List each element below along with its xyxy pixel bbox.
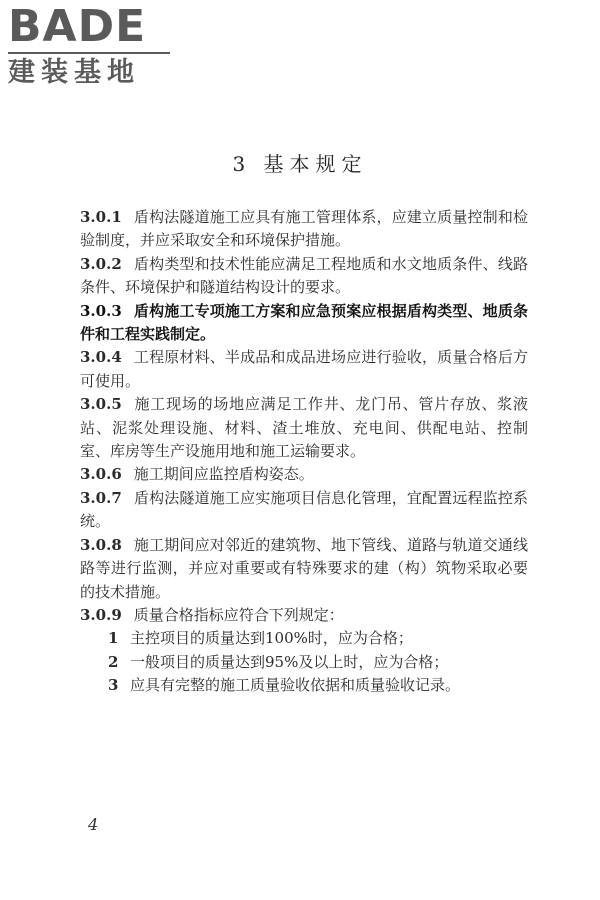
list-item-text: 一般项目的质量达到95%及以上时，应为合格； bbox=[130, 652, 449, 671]
list-item-text: 主控项目的质量达到100%时，应为合格； bbox=[130, 629, 413, 648]
list-item bbox=[80, 674, 528, 697]
clause-text: 盾构类型和技术性能应满足工程地质和水文地质条件、线路条件、环境保护和隧道结构设计的要求。 bbox=[80, 254, 528, 297]
clause-text: 工程原材料、半成品和成品进场应进行验收，质量合格后方可使用。 bbox=[80, 348, 528, 390]
logo-subtitle: 建装基地 bbox=[8, 57, 140, 88]
clause-3-0-3 bbox=[80, 300, 528, 347]
clause-text: 质量合格指标应符合下列规定： bbox=[133, 605, 344, 624]
list-item-number: 3 bbox=[108, 676, 119, 695]
list-item-number: 1 bbox=[108, 629, 119, 648]
list-item bbox=[80, 651, 528, 674]
clause-text: 施工期间应监控盾构姿态。 bbox=[133, 465, 314, 484]
chapter-title: 3 基本规定 bbox=[232, 152, 368, 176]
clause-number: 3.0.5 bbox=[80, 395, 122, 414]
clause-number: 3.0.6 bbox=[80, 465, 122, 484]
clause-3-0-4 bbox=[80, 346, 528, 393]
clause-3-0-6 bbox=[80, 463, 528, 486]
list-item-number: 2 bbox=[108, 652, 119, 671]
clause-number: 3.0.3 bbox=[80, 301, 122, 320]
clause-3-0-2 bbox=[80, 253, 528, 300]
page-number: 4 bbox=[88, 815, 99, 834]
clause-number: 3.0.8 bbox=[80, 535, 122, 554]
clause-3-0-8 bbox=[80, 534, 528, 604]
clause-3-0-9 bbox=[80, 604, 528, 627]
clause-number: 3.0.7 bbox=[80, 488, 122, 507]
clause-text: 施工期间应对邻近的建筑物、地下管线、道路与轨道交通线路等进行监测，并应对重要或有特殊要求的建（构）筑物采取必要的技术措施。 bbox=[80, 535, 528, 601]
clause-number: 3.0.2 bbox=[80, 254, 122, 273]
clause-text: 盾构法隧道施工应实施项目信息化管理，宜配置远程监控系统。 bbox=[80, 488, 528, 531]
document-body bbox=[80, 206, 528, 698]
clause-3-0-1 bbox=[80, 206, 528, 253]
logo-wordmark: BADE bbox=[8, 1, 147, 52]
clause-text: 施工现场的场地应满足工作井、龙门吊、管片存放、浆液站、泥浆处理设施、材料、渣土堆放、充电间、供配电站、控制室、库房等生产设施用地和施工运输要求。 bbox=[80, 395, 528, 461]
clause-number: 3.0.1 bbox=[80, 208, 122, 226]
bade-logo bbox=[8, 1, 188, 88]
clause-number: 3.0.4 bbox=[80, 348, 122, 367]
list-item bbox=[80, 627, 528, 650]
clause-3-0-7 bbox=[80, 487, 528, 534]
clause-text: 盾构法隧道施工应具有施工管理体系，应建立质量控制和检验制度，并应采取安全和环境保护措施。 bbox=[80, 208, 528, 250]
clause-text: 盾构施工专项施工方案和应急预案应根据盾构类型、地质条件和工程实践制定。 bbox=[80, 301, 528, 344]
clause-3-0-5 bbox=[80, 393, 528, 463]
logo-divider bbox=[8, 52, 170, 54]
clause-number: 3.0.9 bbox=[80, 605, 122, 624]
list-item-text: 应具有完整的施工质量验收依据和质量验收记录。 bbox=[130, 676, 461, 695]
